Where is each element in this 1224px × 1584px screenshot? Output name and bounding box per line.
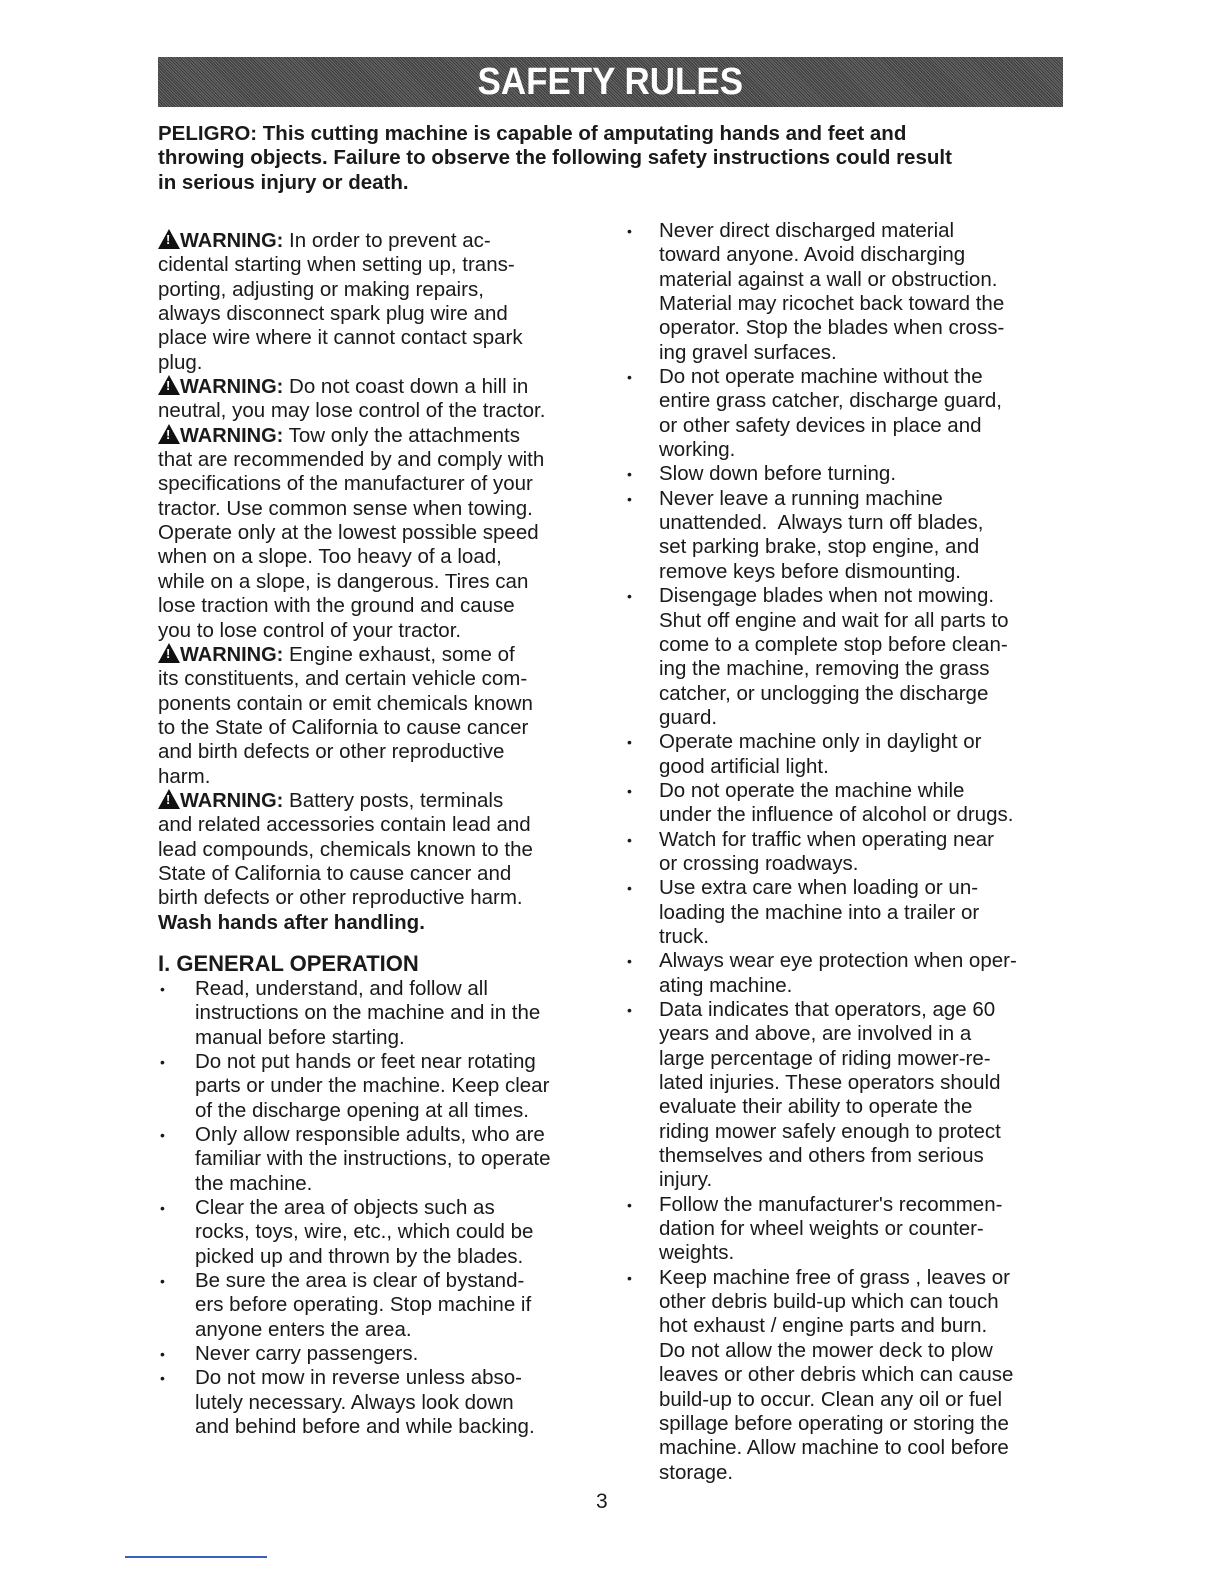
- list-item: [625, 779, 1065, 828]
- warning-paragraph: [158, 643, 608, 789]
- list-item-text: Be sure the area is clear of bystand- ers before operating. Stop machine if anyone enters the area.: [195, 1269, 532, 1341]
- list-item: [625, 828, 1065, 877]
- warning-text: In order to prevent ac- cidental starting when setting up, trans- porting, adjusting or making repairs, always disconnect spark plug wire and place wire where it cannot contact spark plug.: [158, 229, 523, 374]
- warning-paragraph: [158, 229, 608, 375]
- bullet-icon: •: [627, 369, 632, 386]
- bullet-icon: •: [160, 1370, 165, 1387]
- left-bullet-list: [158, 977, 608, 1440]
- bullet-icon: •: [160, 1127, 165, 1144]
- bullet-icon: •: [627, 223, 632, 239]
- warning-label: WARNING:: [180, 230, 284, 252]
- list-item: [158, 1342, 608, 1366]
- left-column: [158, 229, 608, 1440]
- list-item: [625, 730, 1065, 779]
- list-item-text: Read, understand, and follow all instructions on the machine and in the manual before starting.: [195, 976, 541, 1049]
- list-item-text: Disengage blades when not mowing. Shut off engine and wait for all parts to come to a complete stop before clean- ing the machine, removing the grass catcher, or unclogging the discharge guard.: [659, 584, 1009, 729]
- list-item: [625, 949, 1065, 998]
- list-item-text: Only allow responsible adults, who are familiar with the instructions, to operate the machine.: [195, 1123, 551, 1195]
- list-item: [158, 1366, 608, 1439]
- list-item-text: Never direct discharged material toward anyone. Avoid discharging material against a wall or obstruction. Material may ricochet back toward the operator. Stop the blades when cross- ing gravel surfaces.: [659, 219, 1005, 364]
- bullet-icon: •: [160, 980, 165, 997]
- list-item-text: Do not operate the machine while under the influence of alcohol or drugs.: [659, 778, 1014, 827]
- list-item-text: Clear the area of objects such as rocks, toys, wire, etc., which could be picked up and thrown by the blades.: [195, 1196, 534, 1268]
- list-item-text: Keep machine free of grass , leaves or other debris build-up which can touch hot exhaust / engine parts and burn. Do not allow the mower deck to plow leaves or other debris which can cause build-up to occur. Clean any oil or fuel spillage before operating or storing the machine. Allow machine to cool before storage.: [659, 1265, 1014, 1484]
- list-item: [158, 1123, 608, 1196]
- warning-text: Engine exhaust, some of its constituents, and certain vehicle com- ponents contain or emit chemicals known to the State of California to cause cancer and birth defects or other reproductive harm.: [158, 642, 533, 788]
- list-item-text: Never leave a running machine unattended. Always turn off blades, set parking brake, stop engine, and remove keys before dismounting.: [659, 486, 984, 583]
- warning-text: Battery posts, terminals and related accessories contain lead and lead compounds, chemicals known to the State of California to cause cancer and birth defects or other reproductive harm.: [158, 788, 533, 910]
- warning-label: WARNING:: [180, 424, 284, 447]
- danger-notice: PELIGRO: This cutting machine is capable of amputating hands and feet and throwing objects. Failure to observe the following safety instructions could result in serious injury or death.: [158, 122, 952, 194]
- right-column: [625, 219, 1065, 1485]
- list-item: [625, 584, 1065, 730]
- list-item-text: Follow the manufacturer's recommen- dation for wheel weights or counter- weights.: [659, 1192, 1003, 1265]
- page-title: SAFETY RULES: [477, 60, 744, 103]
- list-item-text: Data indicates that operators, age 60 years and above, are involved in a large percentage of riding mower-re- lated injuries. These operators should evaluate their ability to operate the riding mower safely enough to protect themselves and others from serious injury.: [659, 998, 1001, 1192]
- bullet-icon: •: [160, 1200, 165, 1217]
- list-item: [158, 1269, 608, 1342]
- warning-label: WARNING:: [180, 789, 284, 812]
- warning-text: Tow only the attachments that are recommended by and comply with specifications of the manufacturer of your tractor. Use common sense when towing. Operate only at the lowest possible speed when on a slope. Too heavy of a load, while on a slope, is dangerous. Tires can lose traction with the ground and cause you to lose control of your tractor.: [158, 423, 545, 642]
- warning-label: WARNING:: [180, 643, 284, 666]
- list-item: [158, 1196, 608, 1269]
- list-item-text: Do not put hands or feet near rotating parts or under the machine. Keep clear of the discharge opening at all times.: [195, 1050, 550, 1122]
- right-bullet-list: [625, 219, 1065, 1485]
- list-item: [625, 1193, 1065, 1266]
- warning-paragraph: [158, 789, 608, 935]
- list-item-text: Never carry passengers.: [195, 1342, 419, 1366]
- list-item-text: Always wear eye protection when oper- ating machine.: [659, 949, 1017, 997]
- list-item-text: Use extra care when loading or un- loading the machine into a trailer or truck.: [659, 876, 980, 948]
- safety-rules-banner: [158, 57, 1063, 107]
- list-item: [158, 977, 608, 1050]
- list-item-text: Operate machine only in daylight or good artificial light.: [659, 730, 982, 778]
- bullet-icon: •: [627, 880, 632, 897]
- warning-triangle-icon: [158, 229, 180, 249]
- bullet-icon: •: [627, 466, 632, 483]
- warning-triangle-icon: [158, 424, 180, 444]
- list-item: [158, 1050, 608, 1123]
- bullet-icon: •: [160, 1346, 165, 1363]
- warning-triangle-icon: [158, 789, 180, 809]
- list-item: [625, 876, 1065, 949]
- warning-triangle-icon: [158, 643, 180, 663]
- list-item: [625, 1266, 1065, 1485]
- bullet-icon: •: [627, 588, 632, 605]
- bullet-icon: •: [627, 1196, 632, 1213]
- list-item-text: Watch for traffic when operating near or crossing roadways.: [659, 827, 995, 875]
- list-item: [625, 462, 1065, 486]
- list-item-text: Do not mow in reverse unless abso- lutely necessary. Always look down and behind before and while backing.: [195, 1366, 535, 1439]
- list-item: [625, 487, 1065, 584]
- bullet-icon: •: [160, 1273, 165, 1290]
- list-item: [625, 365, 1065, 462]
- bullet-icon: •: [627, 1002, 632, 1018]
- warning-label: WARNING:: [180, 376, 284, 399]
- warning-text: Do not coast down a hill in neutral, you may lose control of the tractor.: [158, 375, 546, 423]
- bullet-icon: •: [627, 831, 632, 848]
- bullet-icon: •: [627, 490, 632, 507]
- footer-rule: [125, 1556, 267, 1558]
- warning-triangle-icon: [158, 375, 180, 395]
- warnings: [158, 229, 608, 935]
- warning-paragraph: [158, 375, 608, 424]
- section-heading: I. GENERAL OPERATION: [158, 950, 419, 976]
- list-item: [625, 998, 1065, 1193]
- bullet-icon: •: [627, 953, 632, 970]
- bullet-icon: •: [627, 782, 632, 799]
- bullet-icon: •: [160, 1054, 165, 1070]
- list-item-text: Do not operate machine without the entire grass catcher, discharge guard, or other safety devices in place and working.: [659, 365, 1002, 462]
- bullet-icon: •: [627, 734, 632, 751]
- warning-bold-note: Wash hands after handling.: [158, 910, 425, 934]
- bullet-icon: •: [627, 1269, 632, 1286]
- list-item-text: Slow down before turning.: [659, 462, 897, 486]
- warning-paragraph: [158, 424, 608, 643]
- page-number: 3: [596, 1490, 608, 1513]
- list-item: [625, 219, 1065, 365]
